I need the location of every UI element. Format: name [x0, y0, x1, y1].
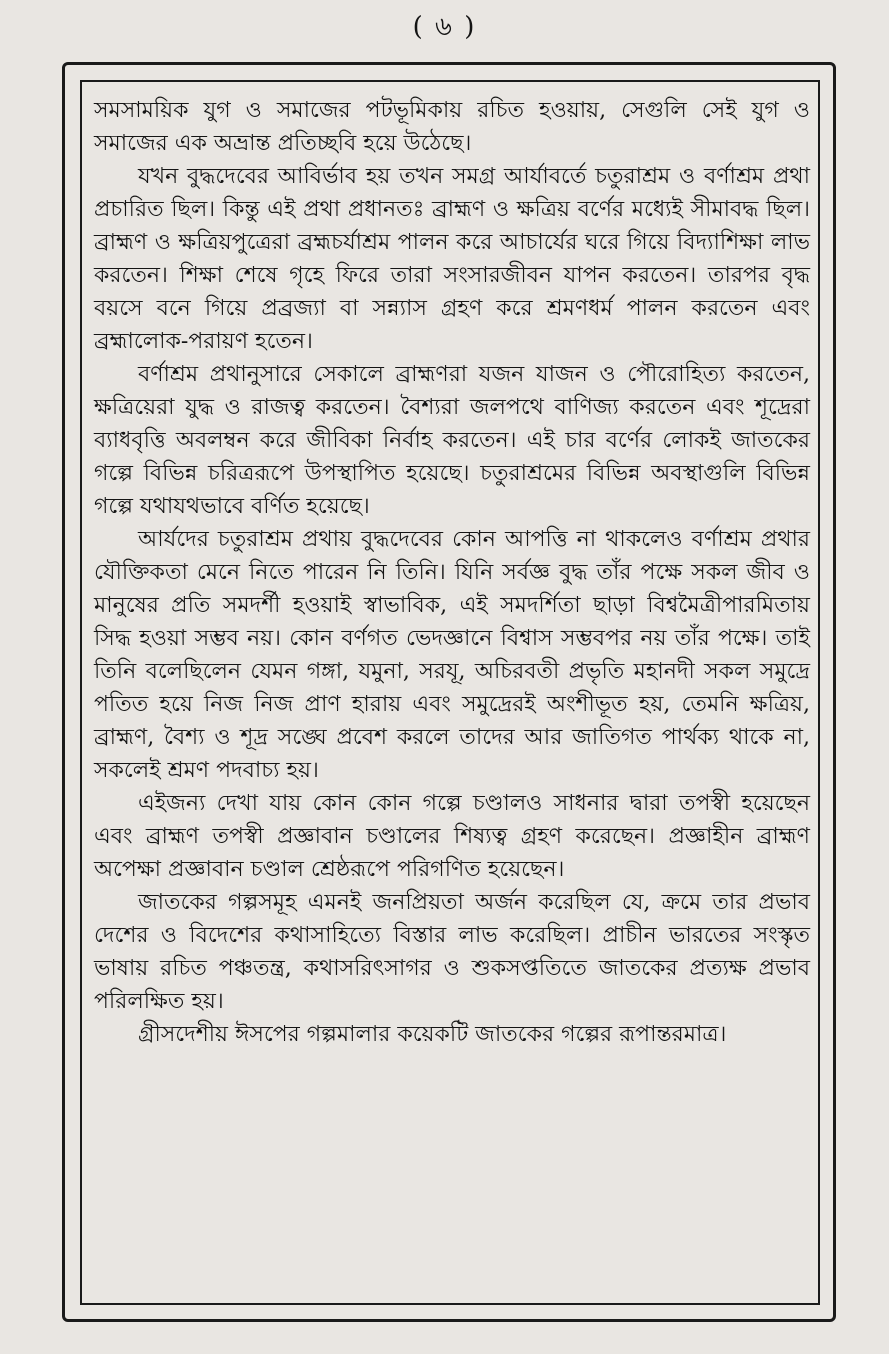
page-number: ( ৬ ): [412, 12, 477, 42]
paragraph-3: বর্ণাশ্রম প্রথানুসারে সেকালে ব্রাহ্মণরা যজন যাজন ও পৌরোহিত্য করতেন, ক্ষত্রিয়েরা যুদ্ধ ও রাজত্ব করতেন। বৈশ্যরা জলপথে বাণিজ্য করতেন এবং শূদ্রেরা ব্যাধবৃত্তি অবলম্বন করে জীবিকা নির্বাহ করতেন। এই চার বর্ণের লোকই জাতকের গল্পে বিভিন্ন চরিত্ররূপে উপস্থাপিত হয়েছে। চতুরাশ্রমের বিভিন্ন অবস্থাগুলি বিভিন্ন গল্পে যথাযথভাবে বর্ণিত হয়েছে।: [94, 362, 810, 519]
paragraph-7: গ্রীসদেশীয় ঈসপের গল্পমালার কয়েকটি জাতকের গল্পের রূপান্তরমাত্র।: [138, 1022, 727, 1047]
paragraph-2: যখন বুদ্ধদেবের আবির্ভাব হয় তখন সমগ্র আর্যাবর্তে চতুরাশ্রম ও বর্ণাশ্রম প্রথা প্রচারিত ছিল। কিন্তু এই প্রথা প্রধানতঃ ব্রাহ্মণ ও ক্ষত্রিয় বর্ণের মধ্যেই সীমাবদ্ধ ছিল। ব্রাহ্মণ ও ক্ষত্রিয়পুত্রেরা ব্রহ্মচর্যাশ্রম পালন করে আচার্যের ঘরে গিয়ে বিদ্যাশিক্ষা লাভ করতেন। শিক্ষা শেষে গৃহে ফিরে তারা সংসারজীবন যাপন করতেন। তারপর বৃদ্ধ বয়সে বনে গিয়ে প্রব্রজ্যা বা সন্ন্যাস গ্রহণ করে শ্রমণধর্ম পালন করতেন এবং ব্রহ্মালোক-পরায়ণ হতেন।: [94, 164, 810, 354]
text-frame: [80, 80, 820, 1305]
paragraph-5: এইজন্য দেখা যায় কোন কোন গল্পে চণ্ডালও সাধনার দ্বারা তপস্বী হয়েছেন এবং ব্রাহ্মণ তপস্বী প্রজ্ঞাবান চণ্ডালের শিষ্যত্ব গ্রহণ করেছেন। প্রজ্ঞাহীন ব্রাহ্মণ অপেক্ষা প্রজ্ঞাবান চণ্ডাল শ্রেষ্ঠরূপে পরিগণিত হয়েছেন।: [94, 791, 810, 882]
page-body: [94, 94, 810, 1051]
paragraph-6: জাতকের গল্পসমূহ এমনই জনপ্রিয়তা অর্জন করেছিল যে, ক্রমে তার প্রভাব দেশের ও বিদেশের কথাসাহিত্যে বিস্তার লাভ করেছিল। প্রাচীন ভারতের সংস্কৃত ভাষায় রচিত পঞ্চতন্ত্র, কথাসরিৎসাগর ও শুকসপ্ততিতে জাতকের প্রত্যক্ষ প্রভাব পরিলক্ষিত হয়।: [94, 890, 810, 1014]
paragraph-1: সমসাময়িক যুগ ও সমাজের পটভূমিকায় রচিত হওয়ায়, সেগুলি সেই যুগ ও সমাজের এক অভ্রান্ত প্রতিচ্ছবি হয়ে উঠেছে।: [94, 98, 810, 156]
paragraph-4: আর্যদের চতুরাশ্রম প্রথায় বুদ্ধদেবের কোন আপত্তি না থাকলেও বর্ণাশ্রম প্রথার যৌক্তিকতা মেনে নিতে পারেন নি তিনি। যিনি সর্বজ্ঞ বুদ্ধ তাঁর পক্ষে সকল জীব ও মানুষের প্রতি সমদর্শী হওয়াই স্বাভাবিক, এই সমদর্শিতা ছাড়া বিশ্বমৈত্রীপারমিতায় সিদ্ধ হওয়া সম্ভব নয়। কোন বর্ণগত ভেদজ্ঞানে বিশ্বাস সম্ভবপর নয় তাঁর পক্ষে। তাই তিনি বলেছিলেন যেমন গঙ্গা, যমুনা, সরযূ, অচিরবতী প্রভৃতি মহানদী সকল সমুদ্রে পতিত হয়ে নিজ নিজ প্রাণ হারায় এবং সমুদ্রেরই অংশীভূত হয়, তেমনি ক্ষত্রিয়, ব্রাহ্মণ, বৈশ্য ও শূদ্র সঙ্ঘে প্রবেশ করলে তাদের আর জাতিগত পার্থক্য থাকে না, সকলেই শ্রমণ পদবাচ্য হয়।: [94, 527, 810, 783]
